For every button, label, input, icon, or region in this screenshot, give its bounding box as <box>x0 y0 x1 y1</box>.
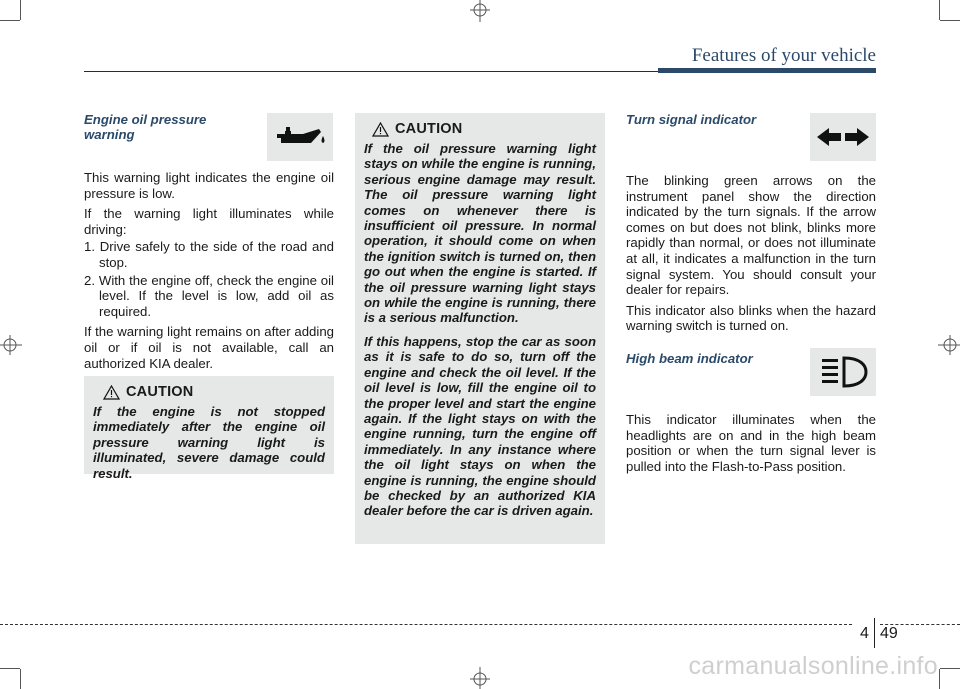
high-beam-text: This indicator illuminates when the headlights are on and in the high beam position or when the turn signal lever is pulled into the Flash-to-Pass position. <box>626 411 876 474</box>
caution-text: If the engine is not stopped immediately after the engine oil pressure warning light is illuminated, severe damage could result. <box>93 404 325 481</box>
crop-mark <box>939 0 940 20</box>
section-title-oil-pressure: Engine oil pressure warning <box>84 112 207 142</box>
crop-mark <box>939 669 940 689</box>
page-number-divider <box>874 618 875 648</box>
section-title-turn-signal: Turn signal indicator <box>626 112 757 127</box>
crop-mark <box>20 669 21 689</box>
list-item: 1. Drive safely to the side of the road and stop. <box>84 239 334 270</box>
caution-label: CAUTION <box>126 384 194 400</box>
turn-signal-arrows-icon <box>810 113 876 161</box>
crop-mark <box>0 20 20 21</box>
crop-mark <box>20 0 21 20</box>
warning-triangle-icon <box>372 122 389 137</box>
caution-header <box>93 384 325 400</box>
page-number: 49 <box>880 625 898 642</box>
footer-rule <box>0 624 852 626</box>
caution-paragraph: If this happens, stop the car as soon as it is safe to do so, turn off the engine and check the oil level. If the oil level is low, fill the engine oil to the proper level and start the engine again. If the light stays on with the engine running, turn the engine off immediately. In any instance where the oil light stays on when the engine is running, the engine should be checked by an authorized KIA dealer before the car is driven again. <box>364 333 596 519</box>
watermark: carmanualsonline.info <box>688 652 938 680</box>
registration-mark <box>938 333 960 357</box>
list-item: 2. With the engine off, check the engine oil level. If the level is low, add oil as required. <box>84 272 334 319</box>
crop-mark <box>940 20 960 21</box>
chapter-number: 4 <box>860 625 869 642</box>
oil-after-text: If the warning light remains on after adding oil or if oil is not available, call an authorized KIA dealer. <box>84 324 334 371</box>
caution-paragraph: If the oil pressure warning light stays on while the engine is running, serious engine damage may result. The oil pressure warning light comes on whenever there is insufficient oil pressure. In normal operation, it should come on when the ignition switch is turned on, then go out when the engine is started. If the oil pressure warning light stays on while the engine is running, there is a serious malfunction. <box>364 141 596 326</box>
right-column <box>626 112 876 479</box>
warning-triangle-icon <box>103 385 120 400</box>
registration-mark <box>0 333 22 357</box>
registration-mark <box>468 667 492 689</box>
oil-can-icon <box>267 113 333 161</box>
high-beam-icon <box>810 348 876 396</box>
hazard-text: This indicator also blinks when the hazard warning switch is turned on. <box>626 302 876 334</box>
header-accent-bar <box>658 68 876 73</box>
section-title-high-beam: High beam indicator <box>626 350 753 366</box>
oil-steps-list <box>84 239 334 319</box>
crop-mark <box>0 668 20 669</box>
turn-signal-text: The blinking green arrows on the instrument panel show the direction indicated by the turn signals. If the arrow comes on but does not blink, blinks more rapidly than normal, or does not illuminate at all, it indicates a malfunction in the turn signal system. You should consult your dealer for repairs. <box>626 173 876 298</box>
oil-lead-text: If the warning light illuminates while driving: <box>84 206 334 237</box>
caution-box-middle <box>355 113 605 544</box>
registration-mark <box>468 0 492 22</box>
caution-box-left <box>84 376 334 481</box>
crop-mark <box>940 668 960 669</box>
oil-intro-text: This warning light indicates the engine oil pressure is low. <box>84 170 334 201</box>
section-header-title: Features of your vehicle <box>691 45 876 66</box>
caution-header <box>364 121 596 137</box>
caution-label: CAUTION <box>395 121 463 137</box>
